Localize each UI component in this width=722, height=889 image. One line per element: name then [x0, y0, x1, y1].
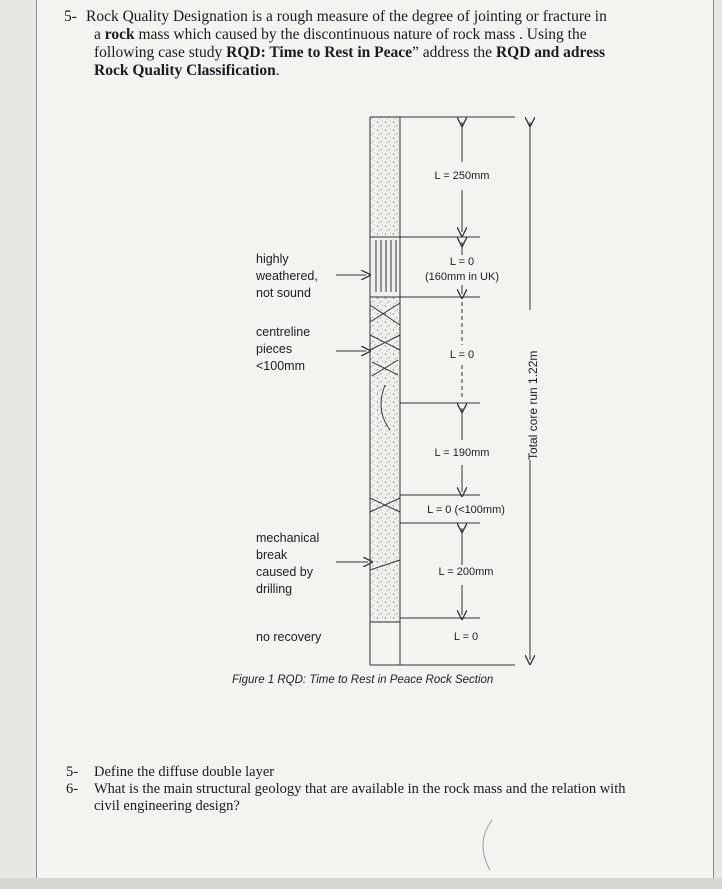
question-number: 5- [64, 8, 77, 25]
segment-label-3: L = 0 [449, 349, 475, 361]
bold-run: rock [104, 26, 135, 43]
segment-label-4: L = 190mm [434, 447, 490, 459]
question-number: 6- [66, 781, 79, 797]
segment-label-5: L = 0 (<100mm) [427, 504, 505, 516]
mechanical-label-4: drilling [256, 582, 293, 596]
question-text: What is the main structural geology that are available in the rock mass and the relation with [94, 781, 626, 797]
pen-mark [470, 815, 500, 875]
weathered-label-2: weathered, [256, 269, 318, 283]
question-line-1: Rock Quality Designation is a rough measure of the degree of jointing or fracture in [86, 8, 607, 25]
weathered-label-1: highly [256, 252, 289, 266]
mechanical-label-2: break [256, 548, 288, 562]
question-number: 5- [66, 764, 79, 780]
segment-label-2: L = 0 [449, 256, 475, 268]
question-row [66, 764, 676, 781]
segment-label-1: L = 250mm [434, 170, 490, 182]
bold-run: Rock Quality Classification [94, 62, 276, 79]
text-run: . [275, 62, 280, 79]
no-recovery-label: no recovery [256, 630, 322, 644]
total-core-label: Total core run 1.22m [526, 350, 540, 460]
segment-labels [425, 170, 505, 643]
segment-boundaries [400, 117, 515, 665]
centreline-label-2: pieces [256, 342, 293, 356]
text-run: mass which caused by the discontinuous nature of rock mass . Using the [134, 26, 587, 43]
segment-label-2b: (160mm in UK) [425, 271, 499, 283]
segment-label-6: L = 200mm [438, 566, 494, 578]
question-list [66, 764, 676, 815]
question-number [66, 798, 94, 815]
weathered-label-3: not sound [256, 286, 311, 300]
label-pointers [336, 275, 368, 562]
segment-label-7: L = 0 [453, 631, 479, 643]
figure-caption: Figure 1 RQD: Time to Rest in Peace Rock Section [232, 674, 494, 686]
question-row [66, 798, 676, 815]
question-text: civil engineering design? [94, 798, 240, 814]
question-row [66, 781, 676, 798]
mechanical-label-1: mechanical [256, 531, 320, 545]
core-column [370, 117, 400, 665]
left-labels [255, 252, 322, 644]
text-run: following case study [94, 44, 227, 61]
mechanical-label-3: caused by [256, 565, 313, 579]
page-bottom-edge [0, 878, 722, 889]
text-run: ” address the [412, 44, 496, 61]
text-run: a [94, 26, 105, 43]
dimension-arrows [455, 122, 469, 615]
centreline-label-1: centreline [256, 325, 311, 339]
centreline-label-3: <100mm [256, 359, 305, 373]
question-text: Define the diffuse double layer [94, 764, 275, 780]
bold-run: RQD: Time to Rest in Peace [226, 44, 412, 61]
bold-run: RQD and adress [495, 44, 606, 61]
